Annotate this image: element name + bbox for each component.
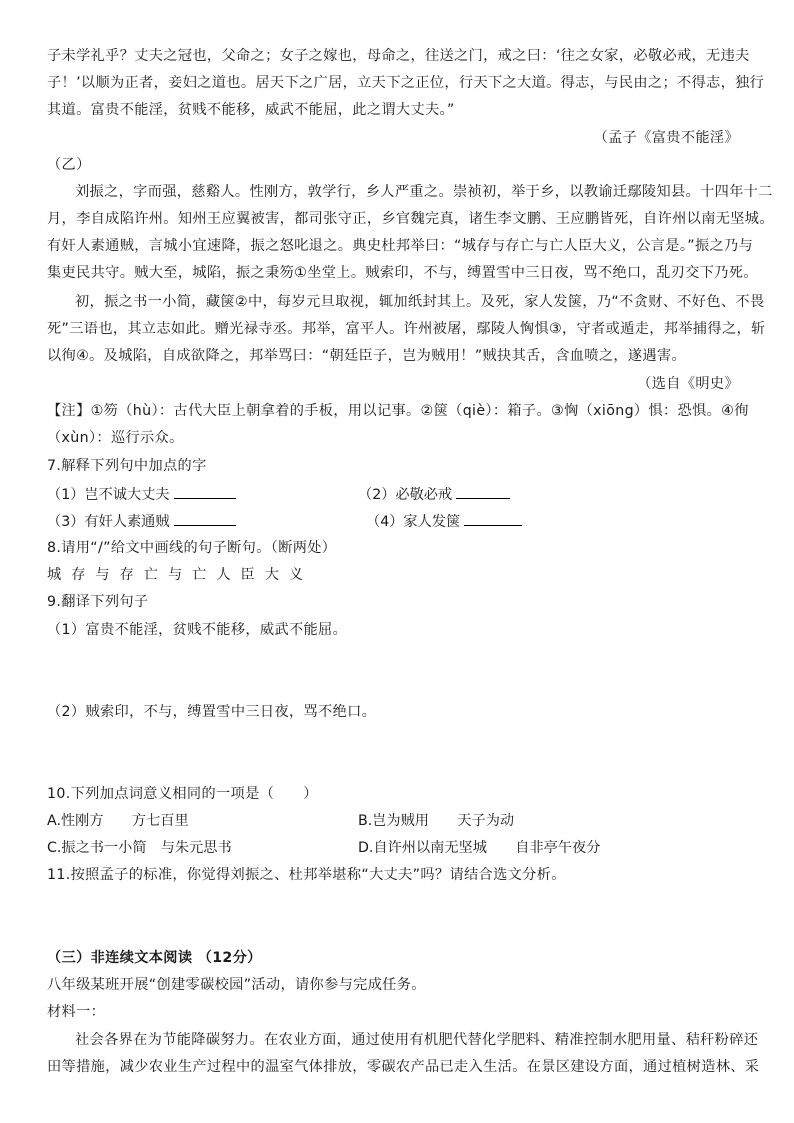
material-one-line-1: 社会各界在为节能降碳努力。在农业方面，通过使用有机肥代替化学肥料、精准控制水肥用量、秸秆粉碎还 bbox=[75, 1032, 759, 1048]
q10-title: 10.下列加点词意义相同的一项是（ ） bbox=[47, 786, 318, 802]
q7-item-1: （1）岂不诚大丈夫 bbox=[47, 484, 236, 505]
q10-option-b[interactable]: B.岂为贼用 天子为动 bbox=[358, 813, 515, 829]
section3-intro: 八年级某班开展“创建零碳校园”活动，请你参与完成任务。 bbox=[47, 977, 426, 993]
q7-item-3: （3）有奸人素通贼 bbox=[47, 511, 236, 532]
passage-yi-p1-line: 有奸人素通贼，言城小宜速降，振之怒叱退之。典史杜邦举曰：“城存与存亡与亡人臣大义，公言是。”振之乃与 bbox=[47, 238, 754, 254]
q8-sentence: 城存与存亡与亡人臣大义 bbox=[47, 567, 314, 583]
passage-yi-p2-line: 初，振之书一小简，藏箧②中，每岁元旦取视，辄加纸封其上。及死，家人发箧，乃“不贪财、不好色、不畏 bbox=[75, 294, 765, 310]
passage-yi-p1-line: 月，李自成陷许州。知州王应翼被害，都司张守正，乡官魏完真，诸生李文鹏、王应鹏皆死，自许州以南无坚城。 bbox=[47, 211, 774, 227]
passage-yi-p2-line: 以徇④。及城陷，自成欲降之，邦举骂曰：“朝廷臣子，岂为贼用！”贼抉其舌，含血喷之，遂遇害。 bbox=[47, 348, 687, 364]
notes-line-1: 【注】①笏（hù）：古代大臣上朝拿着的手板，用以记事。②箧（qiè）：箱子。③恟（xiōng）惧：恐惧。④徇 bbox=[47, 403, 749, 419]
passage-yi-p1-line: 集吏民共守。贼大至，城陷，振之秉笏①坐堂上。贼索印，不与，缚置雪中三日夜，骂不绝口，乱刃交下乃死。 bbox=[47, 265, 758, 281]
section3-heading: （三）非连续文本阅读 （12分） bbox=[47, 950, 262, 966]
answer-blank[interactable] bbox=[174, 484, 236, 499]
notes-line-2: （xùn）：巡行示众。 bbox=[47, 430, 184, 446]
q10-option-c[interactable]: C.振之书一小简 与朱元思书 bbox=[47, 840, 232, 856]
q7-title: 7.解释下列句中加点的字 bbox=[47, 458, 207, 474]
passage-jia-line-1: 子未学礼乎？丈夫之冠也，父命之；女子之嫁也，母命之，往送之门，戒之曰：‘往之女家，必敬必戒，无违夫 bbox=[47, 48, 750, 64]
q7-item-4: （4）家人发箧 bbox=[366, 511, 522, 532]
q10-option-a[interactable]: A.性刚方 方七百里 bbox=[47, 813, 189, 829]
q7-item-2: （2）必敬必戒 bbox=[358, 484, 510, 505]
answer-blank[interactable] bbox=[174, 511, 236, 526]
passage-yi-source: （选自《明史》 bbox=[637, 376, 739, 392]
material-one-label: 材料一： bbox=[47, 1004, 106, 1020]
passage-yi-p2-line: 死”三语也，其立志如此。赠光禄寺丞。邦举，富平人。许州被屠，鄢陵人恟惧③，守者或遁走，邦举捕得之，斩 bbox=[47, 321, 766, 337]
passage-jia-line-3: 其道。富贵不能淫，贫贱不能移，威武不能屈，此之谓大丈夫。” bbox=[47, 102, 455, 118]
passage-yi-label: （乙） bbox=[47, 157, 91, 173]
answer-blank[interactable] bbox=[464, 511, 522, 526]
passage-jia-line-2: 子！’以顺为正者，妾妇之道也。居天下之广居，立天下之正位，行天下之大道。得志，与民由之；不得志，独行 bbox=[47, 75, 765, 91]
answer-blank[interactable] bbox=[456, 484, 510, 499]
q9-title: 9.翻译下列句子 bbox=[47, 594, 149, 610]
q8-title: 8.请用“/”给文中画线的句子断句。（断两处） bbox=[47, 540, 337, 556]
passage-jia-source: （孟子《富贵不能淫》 bbox=[593, 130, 739, 146]
q9-sentence-2: （2）贼索印，不与，缚置雪中三日夜，骂不绝口。 bbox=[47, 704, 377, 720]
q10-option-d[interactable]: D.自许州以南无坚城 自非亭午夜分 bbox=[358, 840, 601, 856]
q9-sentence-1: （1）富贵不能淫，贫贱不能移，威武不能屈。 bbox=[47, 622, 348, 638]
passage-yi-p1-line: 刘振之，字而强，慈谿人。性刚方，敦学行，乡人严重之。崇祯初，举于乡，以教谕迁鄢陵知县。十四年十二 bbox=[75, 184, 773, 200]
q11-title: 11.按照孟子的标准，你觉得刘振之、杜邦举堪称“大丈夫”吗？请结合选文分析。 bbox=[47, 867, 566, 883]
material-one-line-2: 田等措施，减少农业生产过程中的温室气体排放，零碳农产品已走入生活。在景区建设方面，通过植树造林、采 bbox=[47, 1059, 760, 1075]
